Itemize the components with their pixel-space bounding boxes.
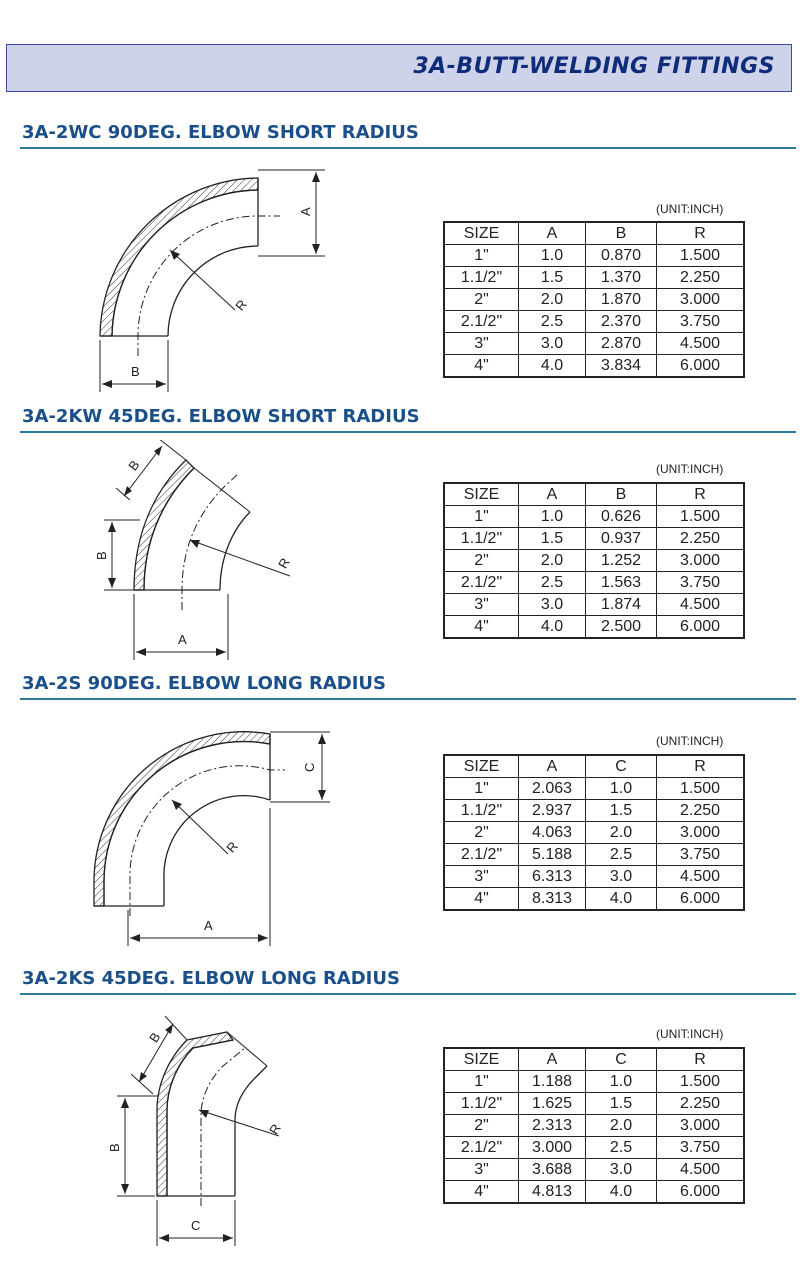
section-title-2ks: 3A-2KS 45DEG. ELBOW LONG RADIUS xyxy=(22,968,400,989)
cell-a: 3.0 xyxy=(519,594,586,616)
cell-r: 2.250 xyxy=(657,1093,745,1115)
cell-r: 3.750 xyxy=(657,311,745,333)
dim-label-c: C xyxy=(302,762,317,772)
unit-label: (UNIT:INCH) xyxy=(656,462,724,476)
table-row xyxy=(444,822,744,844)
col-header-r: R xyxy=(657,755,745,778)
cell-size: 1" xyxy=(444,506,519,528)
col-header-b: B xyxy=(586,222,657,245)
table-row xyxy=(444,267,744,289)
cell-a: 2.0 xyxy=(519,550,586,572)
dim-label-c: C xyxy=(191,1218,201,1233)
elbow-90-long-diagram xyxy=(80,720,340,950)
cell-c: 3.0 xyxy=(586,1159,657,1181)
cell-c: 2.5 xyxy=(586,1137,657,1159)
cell-a: 4.813 xyxy=(519,1181,586,1204)
cell-size: 3" xyxy=(444,333,519,355)
section-title-2wc: 3A-2WC 90DEG. ELBOW SHORT RADIUS xyxy=(22,122,419,143)
cell-c: 1.0 xyxy=(586,778,657,800)
col-header-b: B xyxy=(586,483,657,506)
cell-b: 2.500 xyxy=(586,616,657,639)
table-row xyxy=(444,800,744,822)
cell-size: 1.1/2" xyxy=(444,528,519,550)
cell-r: 4.500 xyxy=(657,594,745,616)
section-rule xyxy=(20,698,796,700)
cell-c: 3.0 xyxy=(586,866,657,888)
cell-size: 2.1/2" xyxy=(444,844,519,866)
table-row xyxy=(444,333,744,355)
cell-size: 2.1/2" xyxy=(444,1137,519,1159)
cell-a: 2.063 xyxy=(519,778,586,800)
cell-a: 1.5 xyxy=(519,267,586,289)
cell-a: 2.5 xyxy=(519,311,586,333)
cell-size: 2" xyxy=(444,550,519,572)
cell-c: 1.0 xyxy=(586,1071,657,1093)
cell-r: 4.500 xyxy=(657,866,745,888)
spec-table-2wc xyxy=(443,221,745,378)
cell-r: 2.250 xyxy=(657,800,745,822)
cell-size: 2" xyxy=(444,289,519,311)
col-header-a: A xyxy=(519,1048,586,1071)
dim-label-a: A xyxy=(298,207,313,216)
cell-a: 1.625 xyxy=(519,1093,586,1115)
section-rule xyxy=(20,993,796,995)
cell-size: 1" xyxy=(444,1071,519,1093)
cell-size: 1" xyxy=(444,778,519,800)
table-row xyxy=(444,616,744,639)
table-row xyxy=(444,572,744,594)
cell-b: 1.563 xyxy=(586,572,657,594)
dim-label-b-vert: B xyxy=(94,551,109,560)
cell-size: 4" xyxy=(444,355,519,378)
cell-r: 4.500 xyxy=(657,1159,745,1181)
cell-a: 2.313 xyxy=(519,1115,586,1137)
section-rule xyxy=(20,147,796,149)
table-row xyxy=(444,1093,744,1115)
cell-size: 4" xyxy=(444,616,519,639)
col-header-c: C xyxy=(586,1048,657,1071)
table-row xyxy=(444,1159,744,1181)
dim-label-b-diag: B xyxy=(146,1029,164,1046)
col-header-a: A xyxy=(519,755,586,778)
col-header-r: R xyxy=(657,222,745,245)
cell-r: 3.000 xyxy=(657,550,745,572)
cell-size: 1.1/2" xyxy=(444,1093,519,1115)
cell-size: 3" xyxy=(444,866,519,888)
cell-a: 1.188 xyxy=(519,1071,586,1093)
cell-r: 3.750 xyxy=(657,844,745,866)
cell-size: 4" xyxy=(444,1181,519,1204)
cell-a: 2.0 xyxy=(519,289,586,311)
page-title: 3A-BUTT-WELDING FITTINGS xyxy=(413,54,775,79)
col-header-size: SIZE xyxy=(444,1048,519,1071)
cell-c: 2.0 xyxy=(586,822,657,844)
cell-r: 3.000 xyxy=(657,289,745,311)
cell-a: 6.313 xyxy=(519,866,586,888)
section-rule xyxy=(20,431,796,433)
cell-size: 2.1/2" xyxy=(444,311,519,333)
cell-a: 3.688 xyxy=(519,1159,586,1181)
elbow-45-short-diagram xyxy=(90,440,310,665)
cell-b: 0.937 xyxy=(586,528,657,550)
cell-b: 0.626 xyxy=(586,506,657,528)
dim-label-b: B xyxy=(131,364,140,379)
cell-c: 1.5 xyxy=(586,800,657,822)
cell-a: 2.937 xyxy=(519,800,586,822)
cell-b: 2.870 xyxy=(586,333,657,355)
table-row xyxy=(444,1115,744,1137)
table-row xyxy=(444,528,744,550)
col-header-a: A xyxy=(519,483,586,506)
cell-r: 2.250 xyxy=(657,267,745,289)
cell-size: 3" xyxy=(444,594,519,616)
cell-r: 6.000 xyxy=(657,355,745,378)
cell-a: 2.5 xyxy=(519,572,586,594)
cell-a: 5.188 xyxy=(519,844,586,866)
cell-a: 1.5 xyxy=(519,528,586,550)
header-banner xyxy=(6,44,792,92)
table-row xyxy=(444,1181,744,1204)
cell-b: 2.370 xyxy=(586,311,657,333)
cell-size: 1.1/2" xyxy=(444,267,519,289)
table-row xyxy=(444,1071,744,1093)
cell-a: 4.063 xyxy=(519,822,586,844)
cell-b: 1.874 xyxy=(586,594,657,616)
section-title-2s: 3A-2S 90DEG. ELBOW LONG RADIUS xyxy=(22,673,386,694)
cell-size: 2" xyxy=(444,1115,519,1137)
cell-b: 0.870 xyxy=(586,245,657,267)
cell-size: 4" xyxy=(444,888,519,911)
cell-a: 8.313 xyxy=(519,888,586,911)
col-header-size: SIZE xyxy=(444,222,519,245)
dim-label-b-vert: B xyxy=(107,1143,122,1152)
col-header-r: R xyxy=(657,483,745,506)
cell-r: 3.750 xyxy=(657,572,745,594)
cell-b: 1.370 xyxy=(586,267,657,289)
table-row xyxy=(444,289,744,311)
cell-a: 4.0 xyxy=(519,616,586,639)
spec-table-2kw xyxy=(443,482,745,639)
cell-size: 2.1/2" xyxy=(444,572,519,594)
cell-size: 2" xyxy=(444,822,519,844)
dim-label-r: R xyxy=(223,838,241,856)
cell-c: 2.0 xyxy=(586,1115,657,1137)
cell-r: 3.000 xyxy=(657,822,745,844)
cell-size: 1" xyxy=(444,245,519,267)
table-row xyxy=(444,1137,744,1159)
cell-size: 1.1/2" xyxy=(444,800,519,822)
dim-label-a: A xyxy=(178,632,187,647)
elbow-90-short-diagram xyxy=(80,160,340,400)
table-row xyxy=(444,311,744,333)
dim-label-r: R xyxy=(232,296,250,314)
table-row xyxy=(444,844,744,866)
unit-label: (UNIT:INCH) xyxy=(656,734,724,748)
cell-r: 1.500 xyxy=(657,245,745,267)
cell-r: 4.500 xyxy=(657,333,745,355)
cell-a: 3.000 xyxy=(519,1137,586,1159)
table-row xyxy=(444,888,744,911)
col-header-c: C xyxy=(586,755,657,778)
table-row xyxy=(444,506,744,528)
cell-a: 1.0 xyxy=(519,245,586,267)
dim-label-a: A xyxy=(204,918,213,933)
col-header-size: SIZE xyxy=(444,483,519,506)
table-row xyxy=(444,355,744,378)
cell-c: 2.5 xyxy=(586,844,657,866)
cell-c: 1.5 xyxy=(586,1093,657,1115)
cell-size: 3" xyxy=(444,1159,519,1181)
cell-b: 3.834 xyxy=(586,355,657,378)
cell-c: 4.0 xyxy=(586,1181,657,1204)
col-header-size: SIZE xyxy=(444,755,519,778)
cell-a: 3.0 xyxy=(519,333,586,355)
cell-c: 4.0 xyxy=(586,888,657,911)
cell-r: 2.250 xyxy=(657,528,745,550)
elbow-45-long-diagram xyxy=(95,1010,315,1250)
table-row xyxy=(444,550,744,572)
spec-table-2s xyxy=(443,754,745,911)
unit-label: (UNIT:INCH) xyxy=(656,202,724,216)
col-header-a: A xyxy=(519,222,586,245)
section-title-2kw: 3A-2KW 45DEG. ELBOW SHORT RADIUS xyxy=(22,406,420,427)
dim-label-r: R xyxy=(275,555,293,571)
col-header-r: R xyxy=(657,1048,745,1071)
table-row xyxy=(444,245,744,267)
cell-r: 3.750 xyxy=(657,1137,745,1159)
spec-table-2ks xyxy=(443,1047,745,1204)
cell-a: 1.0 xyxy=(519,506,586,528)
table-row xyxy=(444,594,744,616)
cell-r: 1.500 xyxy=(657,778,745,800)
cell-b: 1.870 xyxy=(586,289,657,311)
unit-label: (UNIT:INCH) xyxy=(656,1027,724,1041)
cell-r: 1.500 xyxy=(657,506,745,528)
dim-label-b-diag: B xyxy=(125,457,143,474)
cell-r: 6.000 xyxy=(657,616,745,639)
cell-b: 1.252 xyxy=(586,550,657,572)
cell-r: 6.000 xyxy=(657,1181,745,1204)
table-row xyxy=(444,778,744,800)
cell-r: 6.000 xyxy=(657,888,745,911)
dim-label-r: R xyxy=(266,1121,284,1137)
cell-r: 1.500 xyxy=(657,1071,745,1093)
cell-r: 3.000 xyxy=(657,1115,745,1137)
cell-a: 4.0 xyxy=(519,355,586,378)
table-row xyxy=(444,866,744,888)
